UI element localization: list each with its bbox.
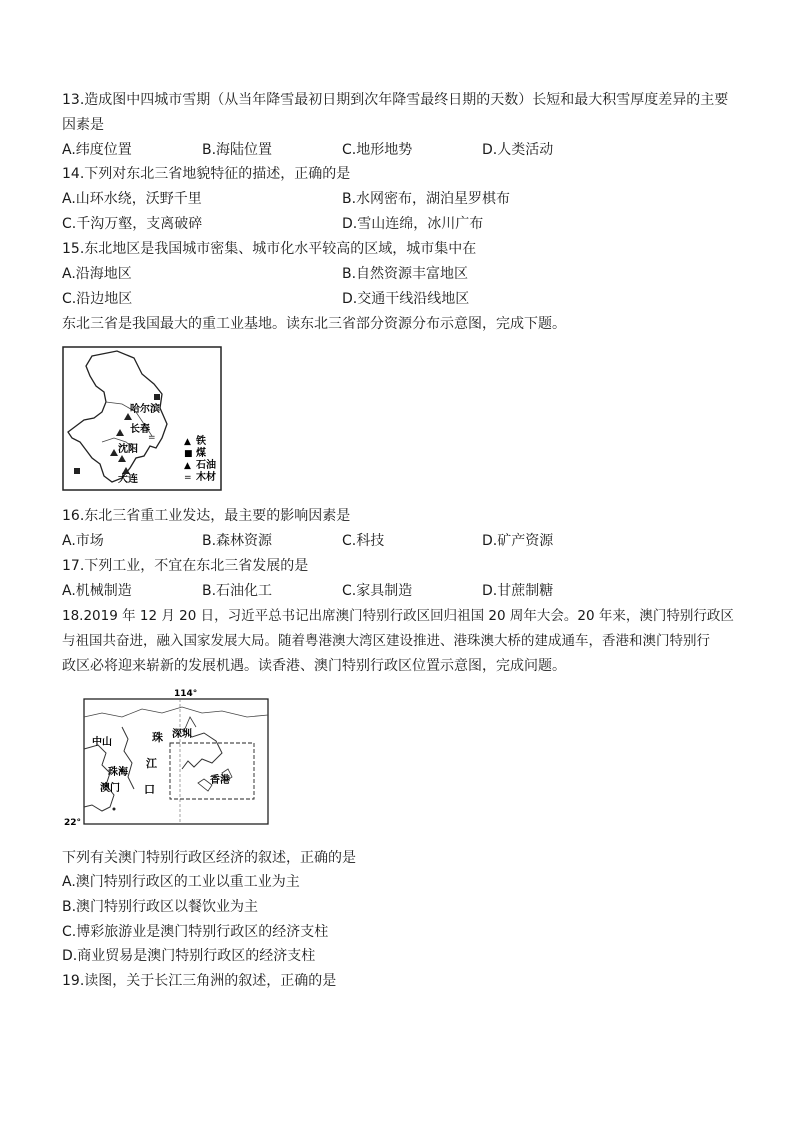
hk-macao-location-map	[62, 687, 272, 832]
q13-stem-line2: 因素是	[62, 117, 104, 133]
q17-option-a[interactable]: A.机械制造	[62, 583, 132, 599]
q15-stem: 15.东北地区是我国城市密集、城市化水平较高的区域，城市集中在	[62, 241, 477, 257]
legend-iron-symbol: ▲	[184, 437, 191, 447]
coal-symbol	[154, 394, 160, 400]
place-macao: 澳门	[100, 783, 120, 794]
q13-option-d[interactable]: D.人类活动	[482, 142, 554, 158]
q17-stem: 17.下列工业，不宜在东北三省发展的是	[62, 558, 309, 574]
intro-northeast: 东北三省是我国最大的重工业基地。读东北三省部分资源分布示意图，完成下题。	[62, 316, 566, 332]
legend-coal-symbol: ■	[184, 449, 193, 459]
q14-stem: 14.下列对东北三省地貌特征的描述，正确的是	[62, 166, 351, 182]
place-zhu: 珠	[152, 731, 163, 744]
legend-iron: 铁	[196, 436, 206, 447]
q18-option-d[interactable]: D.商业贸易是澳门特别行政区的经济支柱	[62, 948, 316, 964]
q13-option-a[interactable]: A.纬度位置	[62, 142, 132, 158]
q16-stem: 16.东北三省重工业发达，最主要的影响因素是	[62, 508, 351, 524]
city-shenyang: 沈阳	[118, 444, 138, 455]
q17-option-c[interactable]: C.家具制造	[342, 583, 413, 599]
q16-option-b[interactable]: B.森林资源	[202, 533, 273, 549]
northeast-resource-map	[62, 346, 222, 491]
city-dalian: 大连	[118, 474, 138, 485]
city-changchun: 长春	[130, 424, 150, 435]
q14-option-d[interactable]: D.雪山连绵，冰川广布	[342, 216, 484, 232]
place-shenzhen: 深圳	[172, 729, 192, 740]
q15-option-a[interactable]: A.沿海地区	[62, 266, 132, 282]
q18-stem-line3: 政区必将迎来崭新的发展机遇。读香港、澳门特别行政区位置示意图，完成问题。	[62, 658, 566, 674]
q14-option-c[interactable]: C.千沟万壑，支离破碎	[62, 216, 203, 232]
q15-option-d[interactable]: D.交通干线沿线地区	[342, 291, 470, 307]
q18-option-b[interactable]: B.澳门特别行政区以餐饮业为主	[62, 899, 259, 915]
q16-option-c[interactable]: C.科技	[342, 533, 385, 549]
q19-stem: 19.读图，关于长江三角洲的叙述，正确的是	[62, 973, 337, 989]
q13-option-c[interactable]: C.地形地势	[342, 142, 413, 158]
q15-option-b[interactable]: B.自然资源丰富地区	[342, 266, 469, 282]
q14-option-a[interactable]: A.山环水绕，沃野千里	[62, 191, 202, 207]
place-hongkong: 香港	[210, 775, 230, 786]
q14-option-b[interactable]: B.水网密布，湖泊星罗棋布	[342, 191, 511, 207]
q13-stem-line1: 13.造成图中四城市雪期（从当年降雪最初日期到次年降雪最终日期的天数）长短和最大积雪厚度差异的主要	[62, 92, 729, 108]
q18-option-c[interactable]: C.博彩旅游业是澳门特别行政区的经济支柱	[62, 924, 329, 940]
q15-option-c[interactable]: C.沿边地区	[62, 291, 133, 307]
legend-coal: 煤	[196, 448, 206, 459]
q18-option-a[interactable]: A.澳门特别行政区的工业以重工业为主	[62, 874, 300, 890]
q13-option-b[interactable]: B.海陆位置	[202, 142, 273, 158]
q18-stem-line2: 与祖国共奋进，融入国家发展大局。随着粤港澳大湾区建设推进、港珠澳大桥的建成通车，香港和澳门特别行	[62, 633, 710, 649]
city-harbin: 哈尔滨	[130, 404, 160, 415]
place-zhuhai: 珠海	[108, 767, 128, 778]
legend-oil-symbol: ▲	[184, 461, 191, 471]
legend-oil: 石油	[196, 460, 216, 471]
legend-timber-symbol: =	[184, 473, 192, 483]
q16-option-a[interactable]: A.市场	[62, 533, 104, 549]
latitude-label: 22°	[64, 818, 82, 828]
q17-option-b[interactable]: B.石油化工	[202, 583, 273, 599]
coal-symbol	[74, 468, 80, 474]
longitude-label: 114°	[174, 689, 198, 699]
q18-stem-line1: 18.2019 年 12 月 20 日，习近平总书记出席澳门特别行政区回归祖国 20 周年大会。20 年来，澳门特别行政区	[62, 608, 734, 624]
svg-text:=: =	[148, 433, 156, 443]
q16-option-d[interactable]: D.矿产资源	[482, 533, 554, 549]
q18-question: 下列有关澳门特别行政区经济的叙述，正确的是	[62, 850, 356, 866]
legend-timber: 木材	[196, 472, 216, 483]
place-zhongshan: 中山	[92, 737, 112, 748]
q17-option-d[interactable]: D.甘蔗制糖	[482, 583, 554, 599]
place-jiang: 江	[146, 757, 157, 770]
place-kou: 口	[144, 783, 155, 796]
